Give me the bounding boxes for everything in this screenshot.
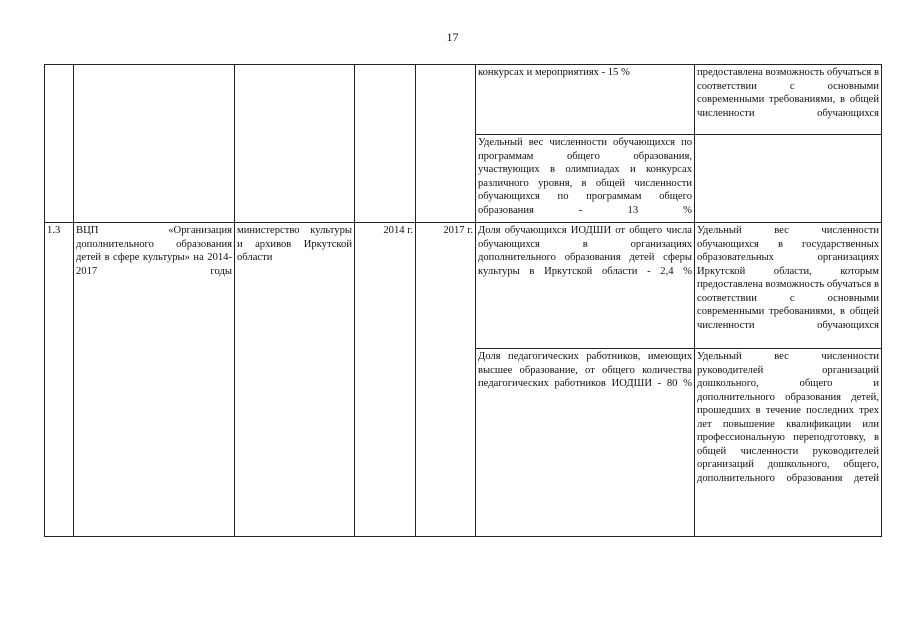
number-cell xyxy=(45,65,74,223)
indicator-cell: конкурсах и мероприятиях - 15 % xyxy=(476,65,695,135)
program-table xyxy=(44,64,882,537)
table-row xyxy=(45,65,882,135)
result-cell: Удельный вес численности руководителей организаций дошкольного, общего и дополнительного образования детей, прошедших в течение последних трех лет повышение квалификации или профессиональную переподготовку, в общей численности руководителей организаций дошкольного, общего, дополнительного образования детей xyxy=(695,349,882,537)
table-row xyxy=(45,223,882,349)
executor-cell xyxy=(235,65,355,223)
page-number: 17 xyxy=(446,30,459,44)
executor-cell: министерство культуры и архивов Иркутской области xyxy=(235,223,355,537)
start-year-cell: 2014 г. xyxy=(355,223,416,537)
program-name-cell xyxy=(74,65,235,223)
indicator-cell: Доля педагогических работников, имеющих высшее образование, от общего количества педагогических работников ИОДШИ - 80 % xyxy=(476,349,695,537)
end-year-cell xyxy=(416,65,476,223)
end-year-cell: 2017 г. xyxy=(416,223,476,537)
result-cell xyxy=(695,135,882,223)
indicator-cell: Удельный вес численности обучающихся по программам общего образования, участвующих в олимпиадах и конкурсах различного уровня, в общей численности обучающихся по программам общего образования - 13 % xyxy=(476,135,695,223)
program-name-cell: ВЦП «Организация дополнительного образования детей в сфере культуры» на 2014-2017 годы xyxy=(74,223,235,537)
result-cell: Удельный вес численности обучающихся в государственных образовательных организациях Иркутской области, которым предоставлена возможность обучаться в соответствии с основными современными требованиями, в общей численности обучающихся xyxy=(695,223,882,349)
result-cell: предоставлена возможность обучаться в соответствии с основными современными требованиями, в общей численности обучающихся xyxy=(695,65,882,135)
indicator-cell: Доля обучающихся ИОДШИ от общего числа обучающихся в организациях дополнительного образования детей сферы культуры в Иркутской области - 2,4 % xyxy=(476,223,695,349)
start-year-cell xyxy=(355,65,416,223)
number-cell: 1.3 xyxy=(45,223,74,537)
